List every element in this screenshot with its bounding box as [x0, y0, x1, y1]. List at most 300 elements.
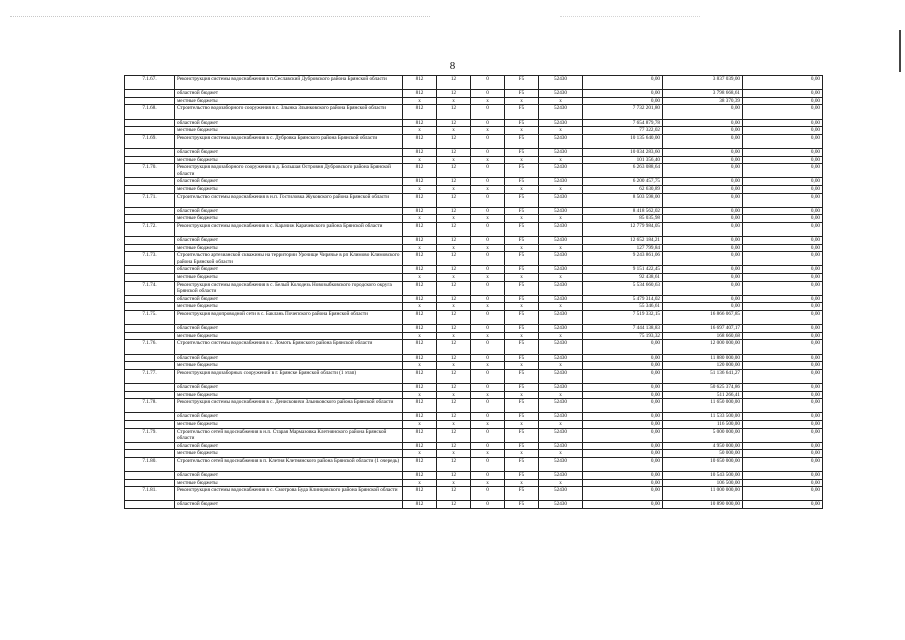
value-cell: 85 035,98: [583, 215, 663, 223]
value-cell: 10 034 283,60: [583, 148, 663, 156]
value-cell: F5: [505, 340, 539, 354]
table-row: [125, 340, 823, 354]
value-cell: x: [403, 244, 437, 252]
source-name: областной бюджет: [175, 90, 403, 98]
value-cell: x: [539, 420, 583, 428]
value-cell: 0,00: [583, 487, 663, 501]
empty-cell: [125, 354, 175, 362]
empty-cell: [125, 274, 175, 282]
value-cell: F5: [505, 413, 539, 421]
value-cell: x: [437, 420, 471, 428]
value-cell: 16 697 407,17: [663, 325, 743, 333]
value-cell: 52430: [539, 340, 583, 354]
value-cell: F5: [505, 164, 539, 178]
value-cell: F5: [505, 369, 539, 383]
value-cell: 6 200 457,75: [583, 178, 663, 186]
value-cell: 0,00: [743, 340, 823, 354]
empty-cell: [125, 266, 175, 274]
source-name: местные бюджеты: [175, 450, 403, 458]
value-cell: 812: [403, 399, 437, 413]
value-cell: 0,00: [583, 369, 663, 383]
value-cell: 7 519 332,15: [583, 311, 663, 325]
value-cell: 11 880 000,00: [663, 354, 743, 362]
value-cell: 52430: [539, 295, 583, 303]
value-cell: x: [505, 479, 539, 487]
value-cell: 0,00: [743, 105, 823, 119]
value-cell: 0,00: [583, 501, 663, 509]
item-name: Реконструкция водозаборных сооружений в г. Брянске Брянской области (1 этап): [175, 369, 403, 383]
value-cell: x: [505, 156, 539, 164]
value-cell: 812: [403, 90, 437, 98]
value-cell: 0: [471, 457, 505, 471]
value-cell: 812: [403, 119, 437, 127]
item-number: 7.1.81.: [125, 487, 175, 501]
value-cell: F5: [505, 354, 539, 362]
source-name: местные бюджеты: [175, 274, 403, 282]
value-cell: 812: [403, 457, 437, 471]
value-cell: 51 136 641,27: [663, 369, 743, 383]
item-number: 7.1.80.: [125, 457, 175, 471]
item-name: Реконструкция системы водоснабжения в с. Денисковичи Злынковского района Брянской области: [175, 399, 403, 413]
source-name: областной бюджет: [175, 148, 403, 156]
value-cell: 52430: [539, 428, 583, 442]
table-row: [125, 442, 823, 450]
value-cell: 50 000,00: [663, 450, 743, 458]
budget-table: [124, 75, 823, 509]
value-cell: 8 418 562,02: [583, 207, 663, 215]
value-cell: 9 151 422,45: [583, 266, 663, 274]
item-number: 7.1.77.: [125, 369, 175, 383]
value-cell: 0,00: [743, 222, 823, 236]
value-cell: 52430: [539, 457, 583, 471]
value-cell: x: [505, 362, 539, 370]
value-cell: 0: [471, 237, 505, 245]
value-cell: 812: [403, 148, 437, 156]
value-cell: F5: [505, 295, 539, 303]
empty-cell: [125, 479, 175, 487]
value-cell: 0,00: [663, 156, 743, 164]
value-cell: 0,00: [583, 354, 663, 362]
value-cell: 0,00: [743, 119, 823, 127]
value-cell: 12: [437, 487, 471, 501]
item-name: Реконструкция системы водоснабжения в с. Белый Колодезь Новозыбковского городского округа Брянской области: [175, 281, 403, 295]
value-cell: 0,00: [743, 148, 823, 156]
empty-cell: [125, 472, 175, 480]
value-cell: 0,00: [743, 97, 823, 105]
table-row: [125, 383, 823, 391]
value-cell: 52430: [539, 383, 583, 391]
value-cell: 0,00: [583, 420, 663, 428]
value-cell: F5: [505, 487, 539, 501]
value-cell: 812: [403, 501, 437, 509]
value-cell: 55 346,61: [583, 303, 663, 311]
source-name: местные бюджеты: [175, 97, 403, 105]
value-cell: x: [505, 127, 539, 135]
value-cell: 168 660,68: [663, 332, 743, 340]
value-cell: 52430: [539, 148, 583, 156]
value-cell: x: [471, 450, 505, 458]
source-name: областной бюджет: [175, 501, 403, 509]
item-name: Реконструкция системы водоснабжения в п.Сеславский Дубровского района Брянской области: [175, 76, 403, 90]
item-name: Реконструкция водозаборного сооружения в д. Большая Островня Дубровского района Брянской области: [175, 164, 403, 178]
value-cell: 12 000 000,00: [663, 340, 743, 354]
value-cell: 812: [403, 164, 437, 178]
value-cell: 52430: [539, 311, 583, 325]
value-cell: x: [505, 185, 539, 193]
value-cell: 12: [437, 90, 471, 98]
item-name: Строительство водозаборного сооружения в с. Злынка Злынковского района Брянской области: [175, 105, 403, 119]
value-cell: 0,00: [743, 362, 823, 370]
value-cell: 0,00: [583, 472, 663, 480]
source-name: областной бюджет: [175, 178, 403, 186]
value-cell: 0,00: [583, 442, 663, 450]
value-cell: 7 654 879,78: [583, 119, 663, 127]
value-cell: x: [539, 215, 583, 223]
value-cell: 0: [471, 76, 505, 90]
value-cell: F5: [505, 207, 539, 215]
value-cell: 52430: [539, 501, 583, 509]
table-row: [125, 105, 823, 119]
value-cell: x: [539, 391, 583, 399]
table-row: [125, 479, 823, 487]
value-cell: x: [403, 274, 437, 282]
table-row: [125, 222, 823, 236]
value-cell: x: [539, 303, 583, 311]
value-cell: 52430: [539, 222, 583, 236]
value-cell: F5: [505, 501, 539, 509]
table-row: [125, 325, 823, 333]
value-cell: 12: [437, 148, 471, 156]
value-cell: 3 837 039,00: [663, 76, 743, 90]
item-number: 7.1.73.: [125, 252, 175, 266]
value-cell: 5 479 314,02: [583, 295, 663, 303]
value-cell: 0: [471, 487, 505, 501]
value-cell: 0,00: [743, 472, 823, 480]
value-cell: 12: [437, 428, 471, 442]
value-cell: 0,00: [743, 420, 823, 428]
value-cell: 12: [437, 472, 471, 480]
value-cell: x: [437, 97, 471, 105]
value-cell: x: [403, 479, 437, 487]
empty-cell: [125, 215, 175, 223]
value-cell: F5: [505, 105, 539, 119]
value-cell: x: [505, 215, 539, 223]
value-cell: x: [437, 156, 471, 164]
value-cell: 0,00: [663, 105, 743, 119]
value-cell: 52430: [539, 105, 583, 119]
empty-cell: [125, 383, 175, 391]
table-row: [125, 156, 823, 164]
value-cell: 52430: [539, 76, 583, 90]
value-cell: 52430: [539, 207, 583, 215]
value-cell: 511 266,41: [663, 391, 743, 399]
value-cell: 11 650 000,00: [663, 399, 743, 413]
table-row: [125, 472, 823, 480]
value-cell: 0: [471, 105, 505, 119]
value-cell: 12: [437, 311, 471, 325]
value-cell: 0,00: [663, 119, 743, 127]
value-cell: 12: [437, 178, 471, 186]
value-cell: 0,00: [743, 325, 823, 333]
value-cell: F5: [505, 428, 539, 442]
value-cell: 0,00: [583, 97, 663, 105]
value-cell: 812: [403, 295, 437, 303]
value-cell: x: [437, 332, 471, 340]
value-cell: x: [539, 127, 583, 135]
empty-cell: [125, 362, 175, 370]
table-row: [125, 450, 823, 458]
value-cell: 6 263 088,64: [583, 164, 663, 178]
value-cell: F5: [505, 281, 539, 295]
table-row: [125, 303, 823, 311]
value-cell: 0,00: [743, 193, 823, 207]
value-cell: 0,00: [743, 266, 823, 274]
item-number: 7.1.72.: [125, 222, 175, 236]
table-row: [125, 76, 823, 90]
value-cell: 12: [437, 237, 471, 245]
source-name: областной бюджет: [175, 119, 403, 127]
source-name: местные бюджеты: [175, 479, 403, 487]
value-cell: 77 322,02: [583, 127, 663, 135]
value-cell: 7 444 138,83: [583, 325, 663, 333]
value-cell: x: [471, 479, 505, 487]
value-cell: x: [471, 274, 505, 282]
value-cell: 0: [471, 472, 505, 480]
value-cell: x: [471, 362, 505, 370]
table-row: [125, 148, 823, 156]
value-cell: x: [539, 185, 583, 193]
value-cell: 12: [437, 193, 471, 207]
value-cell: F5: [505, 193, 539, 207]
value-cell: 0: [471, 119, 505, 127]
table-row: [125, 266, 823, 274]
value-cell: 0,00: [743, 369, 823, 383]
value-cell: 0,00: [663, 303, 743, 311]
value-cell: 0,00: [743, 450, 823, 458]
value-cell: 812: [403, 311, 437, 325]
value-cell: 7 732 201,80: [583, 105, 663, 119]
source-name: областной бюджет: [175, 237, 403, 245]
value-cell: 0,00: [663, 178, 743, 186]
value-cell: 0,00: [743, 311, 823, 325]
value-cell: 812: [403, 178, 437, 186]
value-cell: 52430: [539, 134, 583, 148]
table-row: [125, 90, 823, 98]
value-cell: 0,00: [663, 244, 743, 252]
empty-cell: [125, 442, 175, 450]
value-cell: 0,00: [743, 237, 823, 245]
empty-cell: [125, 420, 175, 428]
item-number: 7.1.69.: [125, 134, 175, 148]
value-cell: x: [505, 244, 539, 252]
value-cell: 52430: [539, 399, 583, 413]
value-cell: x: [539, 362, 583, 370]
value-cell: 92 438,61: [583, 274, 663, 282]
value-cell: x: [539, 97, 583, 105]
table-row: [125, 332, 823, 340]
empty-cell: [125, 237, 175, 245]
value-cell: 812: [403, 487, 437, 501]
value-cell: 812: [403, 266, 437, 274]
table-row: [125, 420, 823, 428]
value-cell: 101 356,40: [583, 156, 663, 164]
value-cell: x: [539, 274, 583, 282]
value-cell: x: [505, 391, 539, 399]
value-cell: 812: [403, 207, 437, 215]
value-cell: x: [437, 303, 471, 311]
value-cell: 812: [403, 354, 437, 362]
value-cell: x: [505, 332, 539, 340]
table-row: [125, 193, 823, 207]
table-row: [125, 215, 823, 223]
value-cell: F5: [505, 311, 539, 325]
value-cell: 0: [471, 222, 505, 236]
value-cell: 52430: [539, 252, 583, 266]
value-cell: 106 500,00: [663, 479, 743, 487]
value-cell: 0,00: [743, 207, 823, 215]
value-cell: 0,00: [583, 479, 663, 487]
empty-cell: [125, 295, 175, 303]
value-cell: 0,00: [583, 362, 663, 370]
value-cell: 0,00: [663, 185, 743, 193]
value-cell: 0,00: [663, 274, 743, 282]
source-name: областной бюджет: [175, 413, 403, 421]
value-cell: x: [437, 391, 471, 399]
table-row: [125, 164, 823, 178]
value-cell: F5: [505, 76, 539, 90]
item-number: 7.1.78.: [125, 399, 175, 413]
value-cell: 0,00: [583, 90, 663, 98]
value-cell: 0: [471, 281, 505, 295]
value-cell: 0,00: [583, 457, 663, 471]
value-cell: 0,00: [663, 127, 743, 135]
value-cell: 52430: [539, 442, 583, 450]
empty-cell: [125, 207, 175, 215]
value-cell: x: [471, 391, 505, 399]
table-row: [125, 487, 823, 501]
value-cell: 0,00: [583, 413, 663, 421]
item-number: 7.1.79.: [125, 428, 175, 442]
value-cell: 0,00: [743, 156, 823, 164]
value-cell: x: [403, 420, 437, 428]
value-cell: 812: [403, 340, 437, 354]
value-cell: x: [539, 479, 583, 487]
value-cell: 5 000 000,00: [663, 428, 743, 442]
value-cell: 0,00: [583, 383, 663, 391]
value-cell: 0: [471, 340, 505, 354]
value-cell: F5: [505, 90, 539, 98]
value-cell: 52430: [539, 354, 583, 362]
table-row: [125, 97, 823, 105]
table-row: [125, 119, 823, 127]
value-cell: 12: [437, 369, 471, 383]
value-cell: 52430: [539, 413, 583, 421]
value-cell: 12: [437, 383, 471, 391]
page-number: 8: [449, 60, 456, 72]
source-name: областной бюджет: [175, 383, 403, 391]
value-cell: x: [437, 362, 471, 370]
value-cell: 12: [437, 105, 471, 119]
value-cell: 812: [403, 442, 437, 450]
value-cell: 52430: [539, 325, 583, 333]
value-cell: 12: [437, 295, 471, 303]
value-cell: 0: [471, 148, 505, 156]
value-cell: F5: [505, 222, 539, 236]
scan-artifact: [560, 16, 700, 19]
value-cell: 0,00: [663, 164, 743, 178]
value-cell: 0: [471, 266, 505, 274]
value-cell: 127 799,84: [583, 244, 663, 252]
value-cell: x: [471, 215, 505, 223]
value-cell: 0,00: [663, 215, 743, 223]
value-cell: 812: [403, 193, 437, 207]
value-cell: 0: [471, 413, 505, 421]
value-cell: x: [403, 332, 437, 340]
value-cell: 75 193,32: [583, 332, 663, 340]
value-cell: F5: [505, 252, 539, 266]
table-row: [125, 354, 823, 362]
value-cell: x: [471, 127, 505, 135]
value-cell: 11 533 500,00: [663, 413, 743, 421]
value-cell: 52430: [539, 369, 583, 383]
value-cell: 52430: [539, 178, 583, 186]
value-cell: x: [437, 450, 471, 458]
value-cell: 12: [437, 340, 471, 354]
value-cell: 10 650 000,00: [663, 457, 743, 471]
value-cell: 5 534 660,63: [583, 281, 663, 295]
value-cell: F5: [505, 237, 539, 245]
source-name: местные бюджеты: [175, 332, 403, 340]
value-cell: 16 866 067,85: [663, 311, 743, 325]
value-cell: 0,00: [663, 207, 743, 215]
value-cell: F5: [505, 178, 539, 186]
value-cell: x: [403, 215, 437, 223]
value-cell: 812: [403, 413, 437, 421]
source-name: областной бюджет: [175, 207, 403, 215]
table-row: [125, 237, 823, 245]
table-row: [125, 295, 823, 303]
empty-cell: [125, 90, 175, 98]
value-cell: 0,00: [743, 428, 823, 442]
table-row: [125, 457, 823, 471]
value-cell: 812: [403, 105, 437, 119]
empty-cell: [125, 501, 175, 509]
value-cell: 0,00: [743, 178, 823, 186]
value-cell: x: [539, 450, 583, 458]
value-cell: 0,00: [583, 391, 663, 399]
value-cell: 52430: [539, 266, 583, 274]
value-cell: 52430: [539, 472, 583, 480]
value-cell: x: [403, 303, 437, 311]
value-cell: 52430: [539, 487, 583, 501]
item-name: Строительство системы водоснабжения в с. Ломоть Брянского района Брянской области: [175, 340, 403, 354]
value-cell: 0,00: [663, 222, 743, 236]
value-cell: 0: [471, 252, 505, 266]
value-cell: 4 950 000,00: [663, 442, 743, 450]
value-cell: 0,00: [743, 281, 823, 295]
item-number: 7.1.76.: [125, 340, 175, 354]
table-row: [125, 252, 823, 266]
value-cell: 12: [437, 252, 471, 266]
value-cell: 12: [437, 354, 471, 362]
empty-cell: [125, 391, 175, 399]
empty-cell: [125, 156, 175, 164]
value-cell: x: [539, 244, 583, 252]
item-name: Строительство артезианской скважины на территории Урочище Чирячье в рп Климово Климовского района Брянской области: [175, 252, 403, 266]
value-cell: x: [471, 420, 505, 428]
value-cell: 9 243 861,06: [583, 252, 663, 266]
empty-cell: [125, 450, 175, 458]
